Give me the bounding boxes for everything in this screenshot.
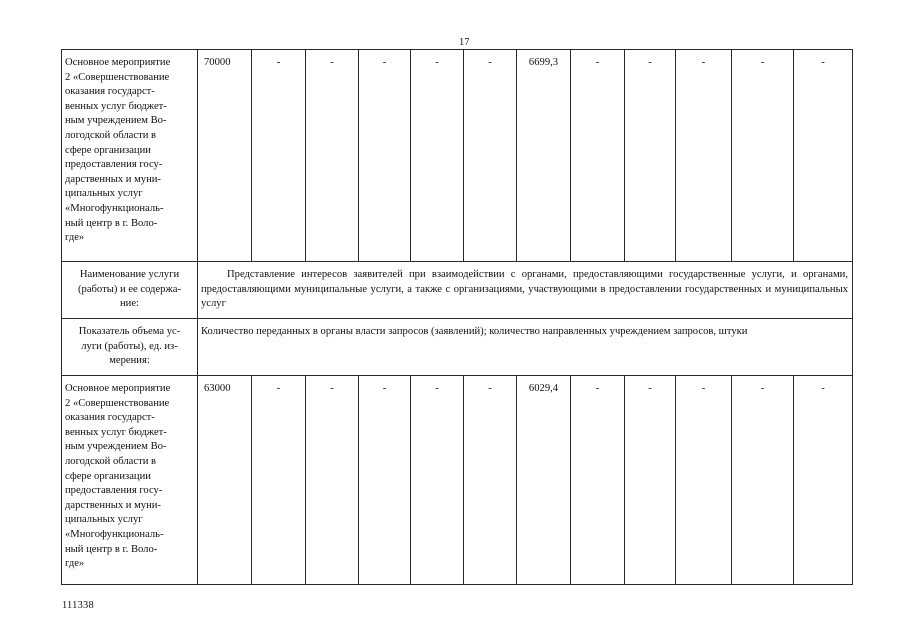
activity-line: ным учреждением Во-: [65, 115, 167, 127]
activity-line: 2 «Совершенствование: [65, 397, 170, 409]
value-cell: -: [306, 376, 359, 585]
activity-line: 2 «Совершенствование: [65, 71, 170, 83]
value-cell: -: [411, 50, 464, 262]
volume-value-cell: 70000: [198, 50, 252, 262]
activity-name-cell: [62, 50, 198, 262]
value-cell: -: [676, 50, 732, 262]
value-cell: -: [732, 50, 794, 262]
value-cell: -: [676, 376, 732, 585]
activity-line: предоставления госу-: [65, 159, 163, 171]
activity-line: оказания государст-: [65, 412, 155, 424]
value-cell: -: [794, 376, 853, 585]
activity-line: венных услуг бюджет-: [65, 100, 167, 112]
value-cell: -: [625, 50, 676, 262]
activity-line: «Многофункциональ-: [65, 528, 164, 540]
program-table: [61, 49, 853, 585]
service-name-text: Представление интересов заявителей при взаимодействии с органами, предоставляющими государственные услуги, и органами, предоставляющими муниципальные услуги, а также с организациями, участвующими в предоставлении государственных и муниципальных услуг: [198, 262, 853, 319]
document-code: 111338: [62, 600, 94, 611]
value-cell: -: [625, 376, 676, 585]
activity-line: ным учреждением Во-: [65, 441, 167, 453]
table-row-activity-1: [62, 50, 853, 262]
indicator-label: Показатель объема ус- луги (работы), ед. из- мерения:: [62, 319, 198, 376]
value-cell: -: [794, 50, 853, 262]
activity-line: Основное мероприятие: [65, 57, 171, 68]
service-name-label: Наименование услуги (работы) и ее содержа- ние:: [62, 262, 198, 319]
value-cell: -: [411, 376, 464, 585]
page-number: 17: [459, 37, 470, 48]
activity-line: логодской области в: [65, 129, 157, 141]
activity-line: сфере организации: [65, 144, 151, 156]
activity-name-cell: [62, 376, 198, 585]
activity-line: венных услуг бюджет-: [65, 426, 167, 438]
activity-line: дарственных и муни-: [65, 173, 161, 185]
activity-line: предоставления госу-: [65, 485, 163, 497]
value-cell: -: [252, 376, 306, 585]
cost-value-cell: 6029,4: [517, 376, 571, 585]
value-cell: -: [464, 376, 517, 585]
table-row-activity-2: [62, 376, 853, 585]
activity-line: Основное мероприятие: [65, 383, 171, 394]
value-cell: -: [359, 50, 411, 262]
activity-line: ципальных услуг: [65, 514, 143, 526]
cost-value-cell: 6699,3: [517, 50, 571, 262]
value-cell: -: [359, 376, 411, 585]
activity-line: где»: [65, 232, 85, 244]
activity-line: логодской области в: [65, 455, 157, 467]
activity-line: ный центр в г. Воло-: [65, 217, 158, 229]
activity-line: оказания государст-: [65, 86, 155, 98]
value-cell: -: [306, 50, 359, 262]
value-cell: -: [571, 50, 625, 262]
table-row-indicator: [62, 319, 853, 376]
activity-line: «Многофункциональ-: [65, 202, 164, 214]
volume-value-cell: 63000: [198, 376, 252, 585]
activity-line: ципальных услуг: [65, 188, 143, 200]
value-cell: -: [464, 50, 517, 262]
value-cell: -: [252, 50, 306, 262]
activity-line: дарственных и муни-: [65, 499, 161, 511]
activity-line: сфере организации: [65, 470, 151, 482]
activity-line: ный центр в г. Воло-: [65, 543, 158, 555]
value-cell: -: [732, 376, 794, 585]
value-cell: -: [571, 376, 625, 585]
table-row-service-name: [62, 262, 853, 319]
indicator-text: Количество переданных в органы власти запросов (заявлений); количество направленных учреждением запросов, штуки: [198, 319, 853, 376]
activity-line: где»: [65, 558, 85, 570]
